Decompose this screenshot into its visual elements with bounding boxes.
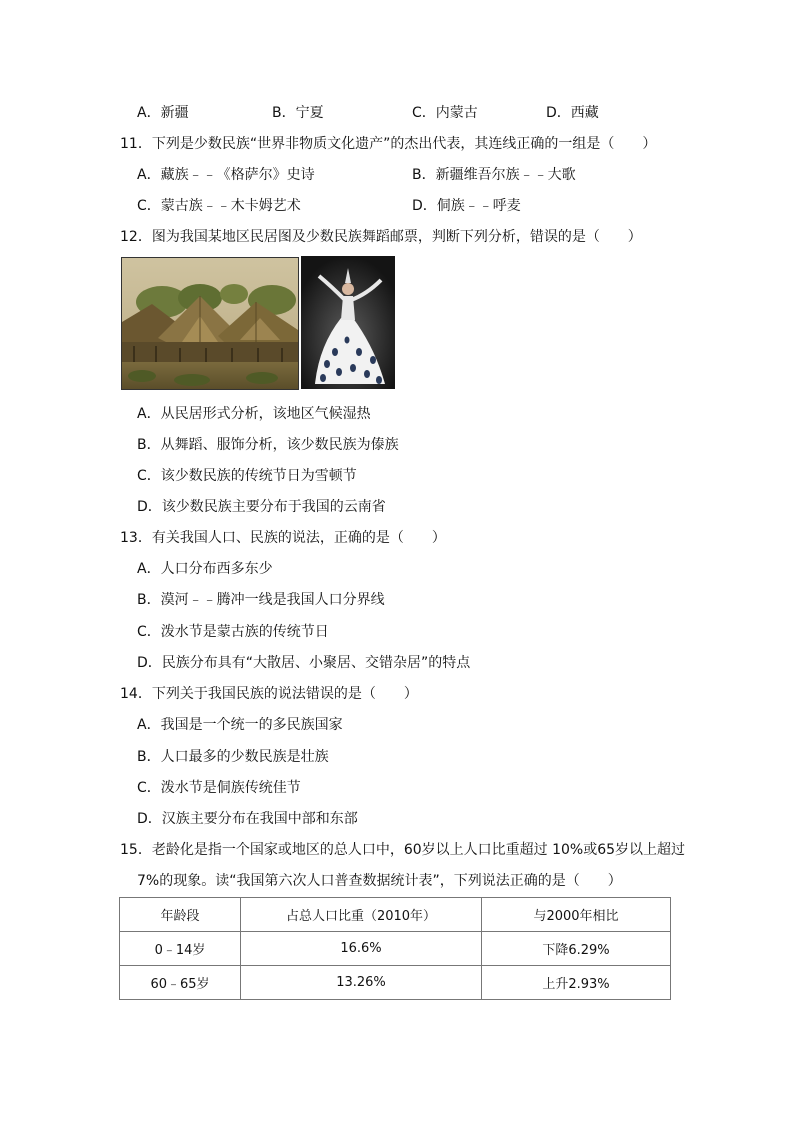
table-cell: 下降6.29%: [482, 932, 671, 966]
q13-option-a: A．人口分布西多东少: [137, 561, 273, 577]
q14-option-c: C．泼水节是侗族传统佳节: [137, 780, 301, 796]
q13-stem: 13．有关我国人口、民族的说法，正确的是（ ）: [120, 530, 446, 546]
table-header-cell: 占总人口比重（2010年）: [241, 898, 482, 932]
table-cell: 上升2.93%: [482, 966, 671, 1000]
q12-stem: 12．图为我国某地区民居图及少数民族舞蹈邮票，判断下列分析，错误的是（ ）: [120, 229, 642, 245]
peacock-dance-stamp: [301, 256, 395, 389]
q10-option-b: B．宁夏: [272, 105, 324, 121]
table-cell: 60﹣65岁: [120, 966, 241, 1000]
q11-option-b: B．新疆维吾尔族﹣﹣大歌: [412, 167, 576, 183]
q13-option-c: C．泼水节是蒙古族的传统节日: [137, 624, 329, 640]
q14-option-a: A．我国是一个统一的多民族国家: [137, 717, 343, 733]
q13-option-d: D．民族分布具有“大散居、小聚居、交错杂居”的特点: [137, 655, 471, 671]
q14-stem: 14．下列关于我国民族的说法错误的是（ ）: [120, 686, 418, 702]
census-data-table: [119, 897, 671, 1000]
stilt-house-photo: [121, 257, 299, 390]
q13-option-b: B．漠河﹣﹣腾冲一线是我国人口分界线: [137, 592, 385, 608]
q15-stem-line1: 15．老龄化是指一个国家或地区的总人口中，60岁以上人口比重超过 10%或65岁以上超过: [120, 842, 686, 858]
q10-option-d: D．西藏: [546, 105, 599, 121]
q10-option-c: C．内蒙古: [412, 105, 478, 121]
q11-option-a: A．藏族﹣﹣《格萨尔》史诗: [137, 167, 315, 183]
q12-option-b: B．从舞蹈、服饰分析，该少数民族为傣族: [137, 437, 399, 453]
q10-option-a: A．新疆: [137, 105, 189, 121]
q11-option-d: D．侗族﹣﹣呼麦: [412, 198, 521, 214]
q15-stem-line2: 7%的现象。读“我国第六次人口普查数据统计表”，下列说法正确的是（ ）: [137, 873, 622, 889]
table-row: [120, 966, 671, 1000]
table-cell: 0﹣14岁: [120, 932, 241, 966]
table-header-cell: 年龄段: [120, 898, 241, 932]
table-header-cell: 与2000年相比: [482, 898, 671, 932]
q12-option-a: A．从民居形式分析，该地区气候湿热: [137, 406, 371, 422]
table-header-row: [120, 898, 671, 932]
q14-option-d: D．汉族主要分布在我国中部和东部: [137, 811, 358, 827]
q12-option-c: C．该少数民族的传统节日为雪顿节: [137, 468, 357, 484]
q14-option-b: B．人口最多的少数民族是壮族: [137, 749, 329, 765]
q11-option-c: C．蒙古族﹣﹣木卡姆艺术: [137, 198, 301, 214]
table-cell: 16.6%: [241, 932, 482, 966]
q12-option-d: D．该少数民族主要分布于我国的云南省: [137, 499, 386, 515]
q11-stem: 11．下列是少数民族“世界非物质文化遗产”的杰出代表，其连线正确的一组是（ ）: [120, 136, 657, 152]
table-row: [120, 932, 671, 966]
table-cell: 13.26%: [241, 966, 482, 1000]
